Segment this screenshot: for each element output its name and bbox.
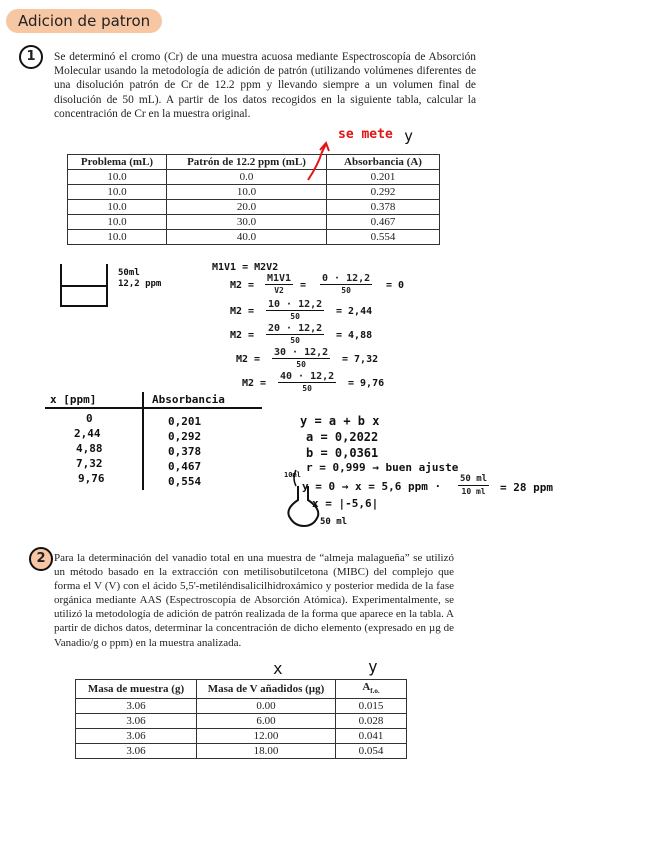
calc-0-fraction-a: M1V1 V2 [267, 273, 292, 295]
table-row [68, 185, 440, 200]
problem-2-table [75, 679, 407, 759]
page-title: Adicion de patron [6, 9, 162, 33]
regression-equation: y = a + b x [300, 414, 380, 428]
hand-abs-value: 0,292 [168, 430, 202, 443]
table-row [68, 215, 440, 230]
x-intercept-calc: y = 0 → x = 5,6 ppm · [302, 480, 442, 493]
dilution-formula: M1V1 = M2V2 [212, 262, 279, 273]
table-cell: 0.015 [336, 699, 407, 714]
table-cell: 0.0 [167, 170, 327, 185]
calc-0-fraction-b: 0 · 12,2 50 [322, 273, 371, 295]
hand-x-value: 2,44 [74, 427, 101, 440]
hand-abs-value: 0,554 [168, 475, 202, 488]
table-cell: 0.292 [327, 185, 440, 200]
table-cell: 10.0 [68, 215, 167, 230]
calc-2-lhs: M2 = [230, 330, 255, 341]
table-row [68, 200, 440, 215]
table-row [76, 699, 407, 714]
calc-1-lhs: M2 = [230, 306, 255, 317]
hand-x-value: 4,88 [76, 442, 103, 455]
table-cell: 30.0 [167, 215, 327, 230]
calc-3-fraction: 30 · 12,2 50 [274, 347, 329, 369]
table-cell: 0.554 [327, 230, 440, 245]
table-cell: 3.06 [76, 714, 197, 729]
hand-x-value: 9,76 [78, 472, 105, 485]
regression-intercept: a = 0,2022 [306, 430, 379, 444]
calc-2-result: = 4,88 [336, 330, 373, 341]
calc-1-result: = 2,44 [336, 306, 373, 317]
hand-table-x-header: x [ppm] [50, 393, 97, 406]
calc-3-result: = 7,32 [342, 354, 379, 365]
table-cell: 10.0 [68, 170, 167, 185]
problem-2-text: Para la determinación del vanadio total en una muestra de “almeja malagueña” se utilizó un método basado en la extracción con metilisobutilcetona (MIBC) del complejo que forma el V (V) con el ácido 5,5'-metiléndisalicilhidroxámico y posterior medida de la fase orgánica mediante AAS (Espectroscopía de Absorción Atómica). Experimentalmente, se utilizó la metodología de adición de patrón realizada de la forma que aparece en la tabla. A partir de dichos datos, determinar la concentración de dicho elemento (expresado en µg de Vanadio/g o ppm) en la muestra analizada. [54, 552, 454, 649]
hand-x-value: 0 [86, 412, 93, 425]
column-header: Masa de muestra (g) [76, 680, 197, 699]
table-cell: 12.00 [197, 729, 336, 744]
table-cell: 10.0 [68, 230, 167, 245]
table-cell: 0.00 [197, 699, 336, 714]
table-cell: 3.06 [76, 744, 197, 759]
table-row [68, 170, 440, 185]
table-cell: 0.201 [327, 170, 440, 185]
hand-table-y-header: Absorbancia [152, 393, 225, 406]
table-cell: 0.378 [327, 200, 440, 215]
dilution-factor-fraction: $\frac{50 ml}{10 ml}$ [460, 474, 488, 496]
table-cell: 20.0 [167, 200, 327, 215]
annotation-x: x [273, 659, 283, 678]
problem-1-table [67, 154, 440, 245]
column-header: Problema (mL) [68, 155, 167, 170]
table-cell: 40.0 [167, 230, 327, 245]
table-row [68, 230, 440, 245]
flask-volume-label: 50 ml [320, 517, 348, 527]
column-header: Masa de V añadidos (µg) [197, 680, 336, 699]
calc-0-equals: = [300, 280, 307, 291]
annotation-se-mete: se mete [338, 127, 393, 142]
table-cell: 0.054 [336, 744, 407, 759]
calc-4-lhs: M2 = [242, 378, 267, 389]
table-cell: 10.0 [167, 185, 327, 200]
table-row [76, 744, 407, 759]
beaker-icon [61, 264, 107, 306]
regression-slope: b = 0,0361 [306, 446, 379, 460]
table-row [76, 729, 407, 744]
calc-3-lhs: M2 = [236, 354, 261, 365]
calc-0-lhs: M2 = [230, 280, 255, 291]
problem-1-text: Se determinó el cromo (Cr) de una muestra acuosa mediante Espectroscopía de Absorción Molecular usando la metodología de adición de patrón (utilizando volúmenes diferentes de una disolución patrón de Cr de 12.2 ppm y llevando siempre a un volumen final de disolución de 50 mL). A partir de los datos recogidos en la siguiente tabla, calcular la concentración de Cr en la muestra original. [54, 51, 476, 120]
calc-4-result: = 9,76 [348, 378, 385, 389]
calc-2-fraction: 20 · 12,2 50 [268, 323, 323, 345]
table-cell: 0.028 [336, 714, 407, 729]
column-header: Patrón de 12.2 ppm (mL) [167, 155, 327, 170]
table-cell: 3.06 [76, 729, 197, 744]
annotation-y-2: y [368, 657, 378, 676]
aliquot-volume: 10ml [284, 471, 301, 479]
regression-r: r = 0,999 → buen ajuste [306, 461, 459, 474]
calc-1-fraction: 10 · 12,2 50 [268, 299, 323, 321]
problem-1-number: 1 [19, 45, 43, 69]
beaker-concentration: 12,2 ppm [118, 279, 162, 289]
hand-x-value: 7,32 [76, 457, 103, 470]
final-concentration: = 28 ppm [500, 481, 553, 494]
table-cell: 0.041 [336, 729, 407, 744]
annotation-y: y [404, 127, 414, 145]
table-cell: 0.467 [327, 215, 440, 230]
table-cell: 3.06 [76, 699, 197, 714]
beaker-volume: 50ml [118, 268, 140, 278]
hand-abs-value: 0,378 [168, 445, 202, 458]
problem-2-number: 2 [29, 547, 53, 571]
column-header: $A_{f.o.}$ [336, 680, 407, 699]
calc-0-result: = 0 [386, 280, 405, 291]
table-cell: 18.00 [197, 744, 336, 759]
table-cell: 6.00 [197, 714, 336, 729]
table-header-row [68, 155, 440, 170]
table-cell: 10.0 [68, 185, 167, 200]
column-header: Absorbancia (A) [327, 155, 440, 170]
hand-abs-value: 0,201 [168, 415, 202, 428]
table-header-row [76, 680, 407, 699]
x-absolute-value: x = |-5,6| [312, 497, 379, 510]
table-row [76, 714, 407, 729]
hand-abs-value: 0,467 [168, 460, 202, 473]
table-cell: 10.0 [68, 200, 167, 215]
calc-4-fraction: 40 · 12,2 50 [280, 371, 335, 393]
